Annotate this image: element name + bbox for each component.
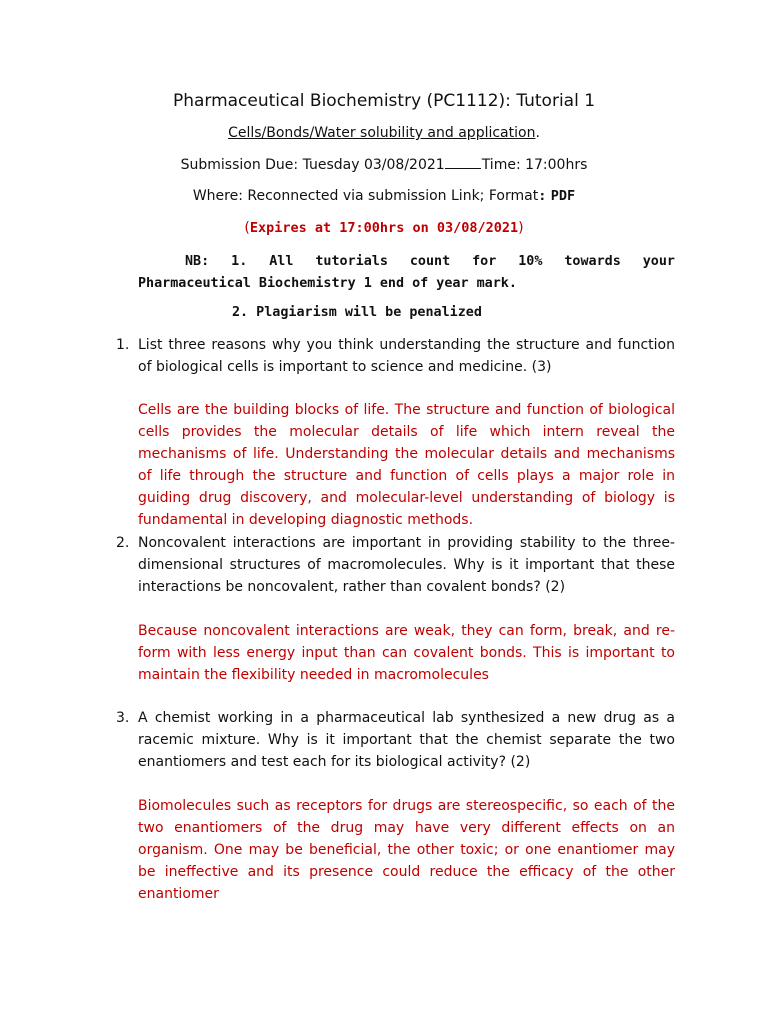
due-time: Time: 17:00hrs: [481, 157, 588, 173]
expiry-text: Expires at 17:00hrs on 03/08/2021: [249, 220, 519, 236]
question-number: 2.: [116, 535, 130, 551]
question-text: List three reasons why you think understanding the structure and function of biological cells is important to science and medicine. (3): [138, 337, 675, 375]
question-text: Noncovalent interactions are important in providing stability to the three-dimensional structures of macromolecules. Why is it important that these interactions be noncovalent, rather than covalent bonds? (2): [138, 535, 675, 595]
underline-blank: [445, 154, 481, 169]
question-number: 1.: [116, 337, 130, 353]
expiry-close-paren: ): [518, 220, 524, 236]
expiry-notice: [0, 218, 768, 238]
submission-due-line: [0, 154, 768, 175]
plagiarism-note: 2. Plagiarism will be penalized: [232, 305, 482, 320]
submission-where-line: [0, 186, 768, 206]
expiry-open-paren: (: [244, 220, 250, 236]
answer-text: Biomolecules such as receptors for drugs are stereospecific, so each of the two enantiomers of the drug may have very different effects on an organism. One may be beneficial, the other toxic; or one enantiomer may be ineffective and its presence could reduce the efficacy of the other enantiomer: [138, 798, 675, 902]
format-value: PDF: [550, 188, 576, 204]
answer-text: Cells are the building blocks of life. The structure and function of biological cells provides the molecular details of life which intern reveal the mechanisms of life. Understanding the molecular details and mechanisms of life through the structure and function of cells plays a major role in guiding drug discovery, and molecular-level understanding of biology is fundamental in developing diagnostic methods.: [138, 402, 675, 528]
answer-text: Because noncovalent interactions are weak, they can form, break, and re-form with less energy input than can covalent bonds. This is important to maintain the flexibility needed in macromolecules: [138, 623, 675, 683]
format-colon: :: [538, 188, 547, 204]
subtitle-period: .: [535, 125, 540, 141]
where-text: Where: Reconnected via submission Link; Format: [192, 188, 539, 204]
document-subtitle: [0, 123, 768, 143]
document-title: Pharmaceutical Biochemistry (PC1112): Tutorial 1: [172, 91, 596, 111]
subtitle-underlined: Cells/Bonds/Water solubility and application: [228, 125, 536, 141]
nb-note: NB: 1. All tutorials count for 10% towards your Pharmaceutical Biochemistry 1 end of year mark.: [138, 254, 675, 291]
due-date: Submission Due: Tuesday 03/08/2021: [180, 157, 445, 173]
question-number: 3.: [116, 710, 130, 726]
question-text: A chemist working in a pharmaceutical lab synthesized a new drug as a racemic mixture. Why is it important that the chemist separate the two enantiomers and test each for its biological activity? (2): [138, 710, 675, 770]
